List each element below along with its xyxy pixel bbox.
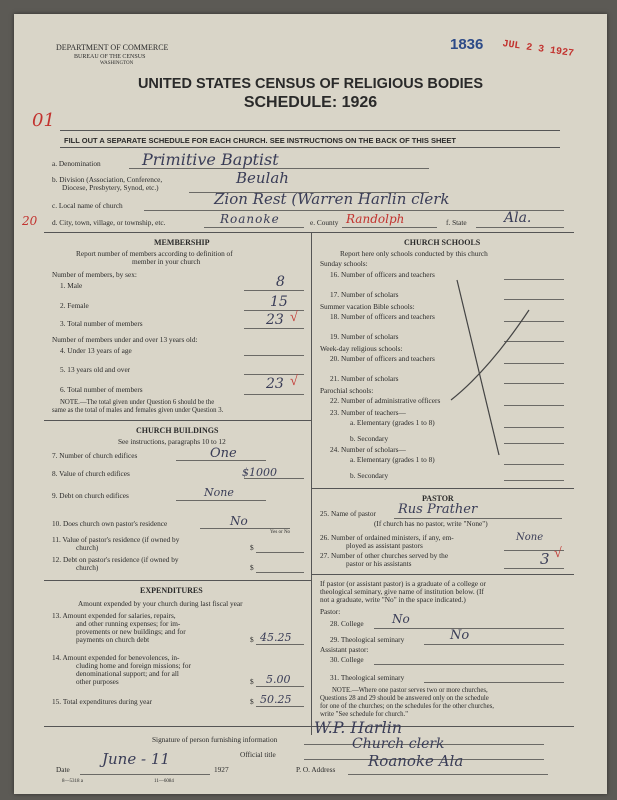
state-label: f. State <box>446 218 467 227</box>
q26-label-2: ployed as assistant pastors <box>346 541 423 550</box>
q23-label: 23. Number of teachers— <box>330 408 406 417</box>
schools-sub: Report here only schools conducted by this church <box>340 249 488 258</box>
local-name-label: c. Local name of church <box>52 201 123 210</box>
q13-label-2: and other running expenses; for im- <box>76 619 181 628</box>
q14-label-3: denominational support; and for all <box>76 669 179 678</box>
graduate-note-1: If pastor (or assistant pastor) is a graduate of a college or <box>320 579 486 588</box>
denomination-value: Primitive Baptist <box>142 150 279 169</box>
q6-check: √ <box>290 374 298 389</box>
expenditures-heading: EXPENDITURES <box>140 586 203 595</box>
official-title-value: Church clerk <box>352 736 445 752</box>
city-field-label: d. City, town, village, or township, etc. <box>52 218 166 227</box>
pastor-note-2: Questions 28 and 29 should be answered only on the schedule <box>320 695 489 702</box>
q13-value: 45.25 <box>260 631 292 644</box>
instruction-banner: FILL OUT A SEPARATE SCHEDULE FOR EACH CHURCH. SEE INSTRUCTIONS ON THE BACK OF THIS SHEET <box>64 136 456 145</box>
q13-label-4: payments on church debt <box>76 635 150 644</box>
signature-value: W.P. Harlin <box>314 718 403 737</box>
q9-label: 9. Debt on church edifices <box>52 491 129 500</box>
q27-check: √ <box>554 546 562 561</box>
q7-value: One <box>210 446 237 461</box>
q21-label: 21. Number of scholars <box>330 374 399 383</box>
state-value: Ala. <box>504 210 532 226</box>
q23b-label: b. Secondary <box>350 434 389 443</box>
q24a-label: a. Elementary (grades 1 to 8) <box>350 455 435 464</box>
q13-label: 13. Amount expended for salaries, repairs, <box>52 611 176 620</box>
expenditures-sub: Amount expended by your church during last fiscal year <box>78 599 243 608</box>
q6-label: 6. Total number of members <box>60 385 143 394</box>
official-title-label: Official title <box>240 750 276 759</box>
q14-label-2: cluding home and foreign missions; for <box>76 661 191 670</box>
schools-crossed-out-mark <box>409 250 549 490</box>
section-rule <box>44 232 574 233</box>
city-label: WASHINGTON <box>100 61 134 66</box>
local-name-value: Zion Rest (Warren Harlin clerk <box>214 190 450 208</box>
po-address-line <box>348 774 548 775</box>
q7-label: 7. Number of church edifices <box>52 451 138 460</box>
date-value: June - 11 <box>102 750 170 768</box>
q1-label: 1. Male <box>60 281 83 290</box>
q27-line <box>504 568 564 569</box>
q15-label: 15. Total expenditures during year <box>52 697 153 706</box>
q28-value: No <box>392 612 410 626</box>
center-divider <box>311 232 312 735</box>
graduate-note-3: not a graduate, write "No" in the space indicated.) <box>320 595 466 604</box>
q12-dollar: $ <box>250 563 254 572</box>
q26-label: 26. Number of ordained ministers, if any, em- <box>320 533 454 542</box>
date-line <box>80 774 210 775</box>
membership-rule <box>44 420 311 421</box>
schools-rule <box>311 488 574 489</box>
department-label: DEPARTMENT OF COMMERCE <box>56 43 169 52</box>
pastor-heading: PASTOR <box>422 494 454 503</box>
bureau-label: BUREAU OF THE CENSUS <box>74 54 146 60</box>
q3-check: √ <box>290 310 298 325</box>
q12-line <box>256 572 304 573</box>
pastor-note-1: NOTE.—Where one pastor serves two or more churches, <box>332 687 488 694</box>
division-label-2: Diocese, Presbytery, Synod, etc.) <box>62 183 159 192</box>
q24b-label: b. Secondary <box>350 471 389 480</box>
assistant-pastor-label: Assistant pastor: <box>320 645 369 654</box>
q27-label: 27. Number of other churches served by the <box>320 551 449 560</box>
q14-label-4: other purposes <box>76 677 119 686</box>
state-line <box>476 227 564 228</box>
membership-sub-1: Report number of members according to definition of <box>76 249 233 258</box>
schedule-number: 1836 <box>450 36 484 53</box>
q15-line <box>256 706 304 707</box>
q8-value: $1000 <box>242 466 277 479</box>
q14-value: 5.00 <box>266 673 291 686</box>
q1-line <box>244 290 304 291</box>
footer-rule <box>44 726 574 727</box>
weekday-label: Week-day religious schools: <box>320 344 403 353</box>
census-schedule-page <box>14 14 607 794</box>
header-rule-top <box>60 130 560 131</box>
membership-heading: MEMBERSHIP <box>154 238 210 247</box>
q25-label: 25. Name of pastor <box>320 509 376 518</box>
q19-label: 19. Number of scholars <box>330 332 399 341</box>
county-label: e. County <box>310 218 339 227</box>
q13-line <box>256 644 304 645</box>
local-name-line <box>144 210 564 211</box>
schedule-title: SCHEDULE: 1926 <box>243 94 378 111</box>
pastor-sub-label: Pastor: <box>320 607 341 616</box>
po-address-label: P. O. Address <box>296 765 336 774</box>
q29-line <box>424 644 564 645</box>
q10-label: 10. Does church own pastor's residence <box>52 519 168 528</box>
form-title: UNITED STATES CENSUS OF RELIGIOUS BODIES <box>137 76 484 92</box>
q4-line <box>244 355 304 356</box>
q31-line <box>424 682 564 683</box>
membership-sub-2: member in your church <box>132 257 201 266</box>
parochial-label: Parochial schools: <box>320 386 374 395</box>
q3-line <box>244 328 304 329</box>
division-value: Beulah <box>236 169 289 187</box>
q11-label: 11. Value of pastor's residence (if owned by <box>52 535 180 544</box>
q6-line <box>244 394 304 395</box>
division-label: b. Division (Association, Conference, <box>52 175 163 184</box>
q29-value: No <box>450 628 470 643</box>
received-stamp: JUL 2 3 1927 <box>501 39 575 60</box>
yes-no-hint: Yes or No <box>270 530 291 535</box>
city-value: Roanoke <box>220 212 280 226</box>
q14-line <box>256 686 304 687</box>
po-address-value: Roanoke Ala <box>368 752 464 770</box>
county-line <box>342 227 437 228</box>
by-sex-label: Number of members, by sex: <box>52 270 137 279</box>
q2-value: 15 <box>270 294 288 310</box>
membership-note-2: same as the total of males and females given under Question 3. <box>52 407 224 414</box>
q26-value: None <box>516 532 544 543</box>
q10-value: No <box>230 514 248 528</box>
age-label: Number of members under and over 13 years old: <box>52 335 198 344</box>
q30-line <box>374 664 564 665</box>
q27-label-2: pastor or his assistants <box>346 559 412 568</box>
q6-value: 23 <box>266 376 284 392</box>
q12-label-2: church) <box>76 563 99 572</box>
q8-label: 8. Value of church edifices <box>52 469 130 478</box>
class-code: 01 <box>32 110 55 131</box>
county-value: Randolph <box>346 212 405 226</box>
q25-value: Rus Prather <box>398 502 478 517</box>
q18-label: 18. Number of officers and teachers <box>330 312 435 321</box>
date-year: 1927 <box>214 765 229 774</box>
graduate-note-2: theological seminary, give name of institution below. (If <box>320 587 484 596</box>
q17-label: 17. Number of scholars <box>330 290 399 299</box>
q11-label-2: church) <box>76 543 99 552</box>
buildings-rule <box>44 580 311 581</box>
q9-line <box>176 500 266 501</box>
q20-label: 20. Number of officers and teachers <box>330 354 435 363</box>
pastor-note-4: write "See schedule for church." <box>320 711 409 718</box>
pastor-rule <box>311 574 574 575</box>
q11-dollar: $ <box>250 543 254 552</box>
date-label: Date <box>56 765 70 774</box>
q14-label: 14. Amount expended for benevolences, in- <box>52 653 180 662</box>
header-rule-bottom <box>60 147 560 148</box>
buildings-sub: See instructions, paragraphs 10 to 12 <box>118 437 226 446</box>
schools-heading: CHURCH SCHOOLS <box>404 238 481 247</box>
buildings-heading: CHURCH BUILDINGS <box>136 426 219 435</box>
sunday-label: Sunday schools: <box>320 259 368 268</box>
city-line <box>204 227 304 228</box>
q25-note: (If church has no pastor, write "None") <box>374 519 488 528</box>
q12-label: 12. Debt on pastor's residence (if owned by <box>52 555 179 564</box>
q1-value: 8 <box>276 274 285 290</box>
q24-label: 24. Number of scholars— <box>330 445 406 454</box>
q23a-label: a. Elementary (grades 1 to 8) <box>350 418 435 427</box>
q31-label: 31. Theological seminary <box>330 673 405 682</box>
margin-code: 20 <box>22 214 38 228</box>
q13-dollar: $ <box>250 635 254 644</box>
q29-label: 29. Theological seminary <box>330 635 405 644</box>
denomination-label: a. Denomination <box>52 159 101 168</box>
q14-dollar: $ <box>250 677 254 686</box>
q22-label: 22. Number of administrative officers <box>330 396 441 405</box>
q15-value: 50.25 <box>260 693 292 706</box>
signature-label: Signature of person furnishing information <box>152 735 278 744</box>
q3-label: 3. Total number of members <box>60 319 143 328</box>
q4-label: 4. Under 13 years of age <box>60 346 132 355</box>
q30-label: 30. College <box>330 655 364 664</box>
membership-note-1: NOTE.—The total given under Question 6 should be the <box>60 399 215 406</box>
pastor-note-3: for one of the churches; on the schedules for the other churches, <box>320 703 495 710</box>
form-number: 8—5318 a <box>62 779 83 784</box>
q9-value: None <box>204 486 234 499</box>
q3-value: 23 <box>266 312 284 328</box>
summer-label: Summer vacation Bible schools: <box>320 302 415 311</box>
q2-label: 2. Female <box>60 301 89 310</box>
q11-line <box>256 552 304 553</box>
q27-value: 3 <box>540 550 550 568</box>
q16-label: 16. Number of officers and teachers <box>330 270 435 279</box>
q15-dollar: $ <box>250 697 254 706</box>
q28-label: 28. College <box>330 619 364 628</box>
print-number: 11—6084 <box>154 779 174 784</box>
q5-label: 5. 13 years old and over <box>60 365 131 374</box>
q13-label-3: provements or new buildings; and for <box>76 627 186 636</box>
